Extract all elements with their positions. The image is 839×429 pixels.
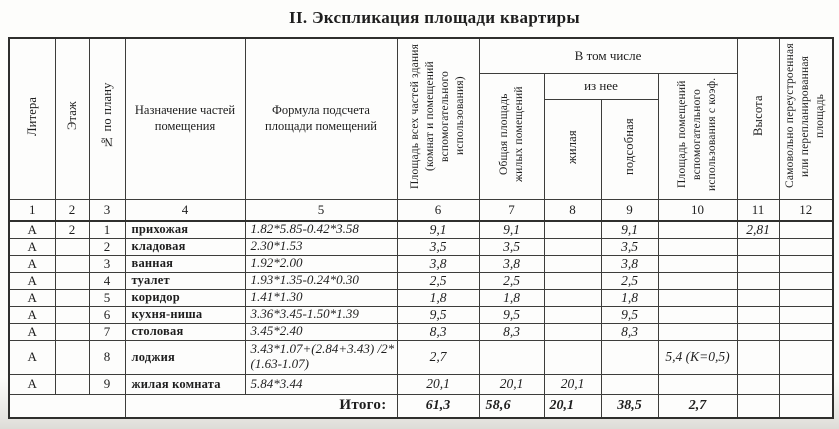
- col-number: 7: [479, 199, 544, 221]
- cell-area-zhilaya: [544, 323, 601, 340]
- cell-etazh: [55, 340, 89, 374]
- totals-row: [9, 394, 833, 418]
- cell-area-podsobnaya: 3,5: [601, 238, 658, 255]
- cell-litera: А: [9, 374, 55, 394]
- totals-area-podsobnaya: 38,5: [601, 394, 658, 418]
- cell-etazh: [55, 272, 89, 289]
- header-row-1: [9, 38, 833, 73]
- cell-vysota: 2,81: [737, 221, 779, 239]
- totals-vysota: [737, 394, 779, 418]
- cell-formula: 3.36*3.45-1.50*1.39: [245, 306, 397, 323]
- cell-etazh: [55, 289, 89, 306]
- col-number: 1: [9, 199, 55, 221]
- cell-etazh: [55, 323, 89, 340]
- cell-litera: А: [9, 272, 55, 289]
- cell-plan-no: 8: [89, 340, 125, 374]
- table-row: [9, 272, 833, 289]
- cell-area-obshchaya: 2,5: [479, 272, 544, 289]
- cell-area-total: 9,5: [397, 306, 479, 323]
- cell-area-obshchaya: 8,3: [479, 323, 544, 340]
- cell-area-zhilaya: [544, 221, 601, 239]
- cell-samovolno: [779, 221, 833, 239]
- cell-area-vspom: [658, 289, 737, 306]
- cell-litera: А: [9, 306, 55, 323]
- cell-litera: А: [9, 238, 55, 255]
- table-row: [9, 221, 833, 239]
- cell-etazh: [55, 374, 89, 394]
- cell-area-podsobnaya: 3,8: [601, 255, 658, 272]
- cell-area-obshchaya: 9,1: [479, 221, 544, 239]
- cell-plan-no: 7: [89, 323, 125, 340]
- explication-table: [8, 37, 834, 419]
- col-number: 4: [125, 199, 245, 221]
- cell-formula: 1.41*1.30: [245, 289, 397, 306]
- cell-area-vspom: 5,4 (К=0,5): [658, 340, 737, 374]
- col-number: 2: [55, 199, 89, 221]
- cell-plan-no: 9: [89, 374, 125, 394]
- header-vspom-koef: Площадь помещений вспомогательного использования с коэф.: [658, 73, 737, 199]
- cell-samovolno: [779, 255, 833, 272]
- cell-samovolno: [779, 340, 833, 374]
- cell-area-zhilaya: [544, 306, 601, 323]
- header-litera: Литера: [9, 38, 55, 199]
- cell-area-vspom: [658, 374, 737, 394]
- table-row: [9, 255, 833, 272]
- cell-samovolno: [779, 238, 833, 255]
- cell-litera: А: [9, 221, 55, 239]
- header-formula: Формула подсчета площади помещений: [245, 38, 397, 199]
- cell-vysota: [737, 289, 779, 306]
- totals-area-zhilaya: 20,1: [544, 394, 601, 418]
- header-etazh: Этаж: [55, 38, 89, 199]
- cell-area-obshchaya: 9,5: [479, 306, 544, 323]
- header-podsobnaya: подсобная: [601, 99, 658, 199]
- cell-vysota: [737, 323, 779, 340]
- cell-formula: 1.92*2.00: [245, 255, 397, 272]
- cell-litera: А: [9, 255, 55, 272]
- cell-vysota: [737, 272, 779, 289]
- cell-vysota: [737, 306, 779, 323]
- cell-room-name: лоджия: [125, 340, 245, 374]
- cell-samovolno: [779, 323, 833, 340]
- cell-area-total: 1,8: [397, 289, 479, 306]
- table-row: [9, 340, 833, 374]
- section-title: II. Экспликация площади квартиры: [289, 8, 580, 27]
- cell-area-vspom: [658, 323, 737, 340]
- totals-samovolno: [779, 394, 833, 418]
- cell-area-obshchaya: 20,1: [479, 374, 544, 394]
- table-row: [9, 374, 833, 394]
- totals-empty-left: [9, 394, 125, 418]
- cell-area-zhilaya: 20,1: [544, 374, 601, 394]
- cell-samovolno: [779, 289, 833, 306]
- cell-area-total: 3,8: [397, 255, 479, 272]
- cell-area-vspom: [658, 238, 737, 255]
- col-number: 12: [779, 199, 833, 221]
- cell-vysota: [737, 238, 779, 255]
- cell-room-name: коридор: [125, 289, 245, 306]
- cell-formula: 3.45*2.40: [245, 323, 397, 340]
- cell-area-podsobnaya: 8,3: [601, 323, 658, 340]
- cell-plan-no: 6: [89, 306, 125, 323]
- cell-area-podsobnaya: 9,1: [601, 221, 658, 239]
- header-total-area: Площадь всех частей здания (комнат и помещений вспомогательного использования): [397, 38, 479, 199]
- cell-plan-no: 2: [89, 238, 125, 255]
- cell-area-zhilaya: [544, 238, 601, 255]
- cell-formula: 1.93*1.35-0.24*0.30: [245, 272, 397, 289]
- header-naznachenie: Назначение частей помещения: [125, 38, 245, 199]
- cell-area-zhilaya: [544, 255, 601, 272]
- cell-room-name: столовая: [125, 323, 245, 340]
- cell-plan-no: 4: [89, 272, 125, 289]
- header-plan-no: № по плану: [89, 38, 125, 199]
- cell-litera: А: [9, 289, 55, 306]
- cell-etazh: [55, 238, 89, 255]
- cell-room-name: жилая комната: [125, 374, 245, 394]
- header-group-iz-nee: из нее: [544, 73, 658, 99]
- cell-area-total: 2,7: [397, 340, 479, 374]
- header-obshchaya: Общая площадь жилых помещений: [479, 73, 544, 199]
- cell-area-zhilaya: [544, 289, 601, 306]
- col-number: 6: [397, 199, 479, 221]
- col-number: 5: [245, 199, 397, 221]
- cell-samovolno: [779, 306, 833, 323]
- cell-area-obshchaya: [479, 340, 544, 374]
- col-number: 10: [658, 199, 737, 221]
- column-number-row: [9, 199, 833, 221]
- cell-vysota: [737, 255, 779, 272]
- totals-label: Итого:: [125, 394, 397, 418]
- cell-plan-no: 5: [89, 289, 125, 306]
- cell-room-name: туалет: [125, 272, 245, 289]
- cell-area-vspom: [658, 272, 737, 289]
- cell-area-total: 9,1: [397, 221, 479, 239]
- cell-area-total: 2,5: [397, 272, 479, 289]
- cell-litera: А: [9, 340, 55, 374]
- cell-area-zhilaya: [544, 272, 601, 289]
- cell-room-name: кладовая: [125, 238, 245, 255]
- cell-litera: А: [9, 323, 55, 340]
- totals-area-obshchaya: 58,6: [479, 394, 544, 418]
- header-vysota: Высота: [737, 38, 779, 199]
- col-number: 3: [89, 199, 125, 221]
- cell-area-podsobnaya: 2,5: [601, 272, 658, 289]
- cell-plan-no: 1: [89, 221, 125, 239]
- cell-etazh: [55, 306, 89, 323]
- header-zhilaya: жилая: [544, 99, 601, 199]
- col-number: 9: [601, 199, 658, 221]
- cell-area-vspom: [658, 306, 737, 323]
- cell-area-podsobnaya: [601, 374, 658, 394]
- table-row: [9, 238, 833, 255]
- cell-formula: 5.84*3.44: [245, 374, 397, 394]
- cell-area-total: 20,1: [397, 374, 479, 394]
- cell-etazh: [55, 255, 89, 272]
- col-number: 11: [737, 199, 779, 221]
- col-number: 8: [544, 199, 601, 221]
- cell-formula: 3.43*1.07+(2.84+3.43) /2*(1.63-1.07): [245, 340, 397, 374]
- totals-area-total: 61,3: [397, 394, 479, 418]
- cell-formula: 1.82*5.85-0.42*3.58: [245, 221, 397, 239]
- cell-etazh: 2: [55, 221, 89, 239]
- cell-vysota: [737, 374, 779, 394]
- header-group-v-tom-chisle: В том числе: [479, 38, 737, 73]
- cell-vysota: [737, 340, 779, 374]
- cell-area-vspom: [658, 221, 737, 239]
- cell-area-total: 3,5: [397, 238, 479, 255]
- table-row: [9, 306, 833, 323]
- cell-room-name: кухня-ниша: [125, 306, 245, 323]
- cell-samovolno: [779, 272, 833, 289]
- cell-room-name: прихожая: [125, 221, 245, 239]
- cell-area-obshchaya: 3,5: [479, 238, 544, 255]
- cell-room-name: ванная: [125, 255, 245, 272]
- cell-formula: 2.30*1.53: [245, 238, 397, 255]
- table-row: [9, 289, 833, 306]
- cell-area-podsobnaya: 1,8: [601, 289, 658, 306]
- totals-area-vspom: 2,7: [658, 394, 737, 418]
- cell-plan-no: 3: [89, 255, 125, 272]
- cell-area-podsobnaya: 9,5: [601, 306, 658, 323]
- cell-area-total: 8,3: [397, 323, 479, 340]
- cell-samovolno: [779, 374, 833, 394]
- cell-area-podsobnaya: [601, 340, 658, 374]
- cell-area-obshchaya: 1,8: [479, 289, 544, 306]
- header-samovolno: Самовольно переустроенная или перепланированная площадь: [779, 38, 833, 199]
- cell-area-zhilaya: [544, 340, 601, 374]
- table-row: [9, 323, 833, 340]
- cell-area-vspom: [658, 255, 737, 272]
- cell-area-obshchaya: 3,8: [479, 255, 544, 272]
